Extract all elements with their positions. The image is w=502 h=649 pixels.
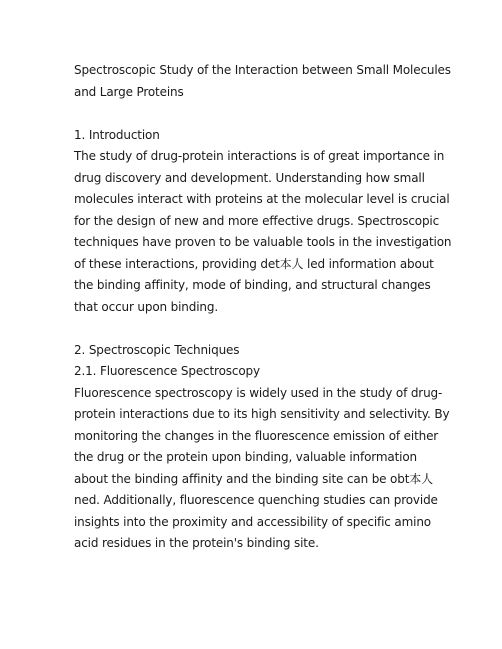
paragraph-line: protein interactions due to its high sensitivity and selectivity. By: [74, 407, 450, 421]
document-body: [74, 60, 452, 555]
paragraph-line: Fluorescence spectroscopy is widely used in the study of drug-: [74, 385, 443, 400]
title-line: Spectroscopic Study of the Interaction between Small Molecules: [74, 63, 451, 77]
paragraph-line: techniques have proven to be valuable tools in the investigation: [74, 235, 452, 249]
section-paragraph: [74, 146, 452, 318]
section-heading: 2. Spectroscopic Techniques: [74, 342, 240, 357]
paragraph-line: about the binding affinity and the binding site can be obt本人: [74, 471, 433, 486]
paragraph-line: The study of drug-protein interactions is of great importance in: [74, 149, 445, 163]
title-line: and Large Proteins: [74, 84, 184, 99]
paragraph-line: ned. Additionally, fluorescence quenching studies can provide: [74, 493, 438, 507]
paragraph-line: drug discovery and development. Understanding how small: [74, 170, 425, 185]
paragraph-line: insights into the proximity and accessibility of specific amino: [74, 514, 431, 529]
spacer: [74, 318, 434, 340]
spacer: [74, 103, 434, 125]
paragraph-line: the drug or the protein upon binding, valuable information: [74, 450, 417, 464]
paragraph-line: acid residues in the protein's binding site.: [74, 536, 319, 550]
document-title: [74, 60, 451, 103]
paragraph-line: molecules interact with proteins at the molecular level is crucial: [74, 192, 450, 206]
section-heading: 1. Introduction: [74, 127, 160, 142]
section-paragraph: [74, 383, 450, 555]
section-introduction: [74, 125, 452, 319]
section-subheading: 2.1. Fluorescence Spectroscopy: [74, 364, 260, 378]
paragraph-line: of these interactions, providing det本人 led information about: [74, 256, 434, 271]
paragraph-line: for the design of new and more effective drugs. Spectroscopic: [74, 213, 440, 228]
paragraph-line: monitoring the changes in the fluorescence emission of either: [74, 428, 439, 443]
section-spectroscopic-techniques: [74, 340, 450, 555]
paragraph-line: the binding affinity, mode of binding, and structural changes: [74, 278, 431, 292]
paragraph-line: that occur upon binding.: [74, 299, 219, 314]
